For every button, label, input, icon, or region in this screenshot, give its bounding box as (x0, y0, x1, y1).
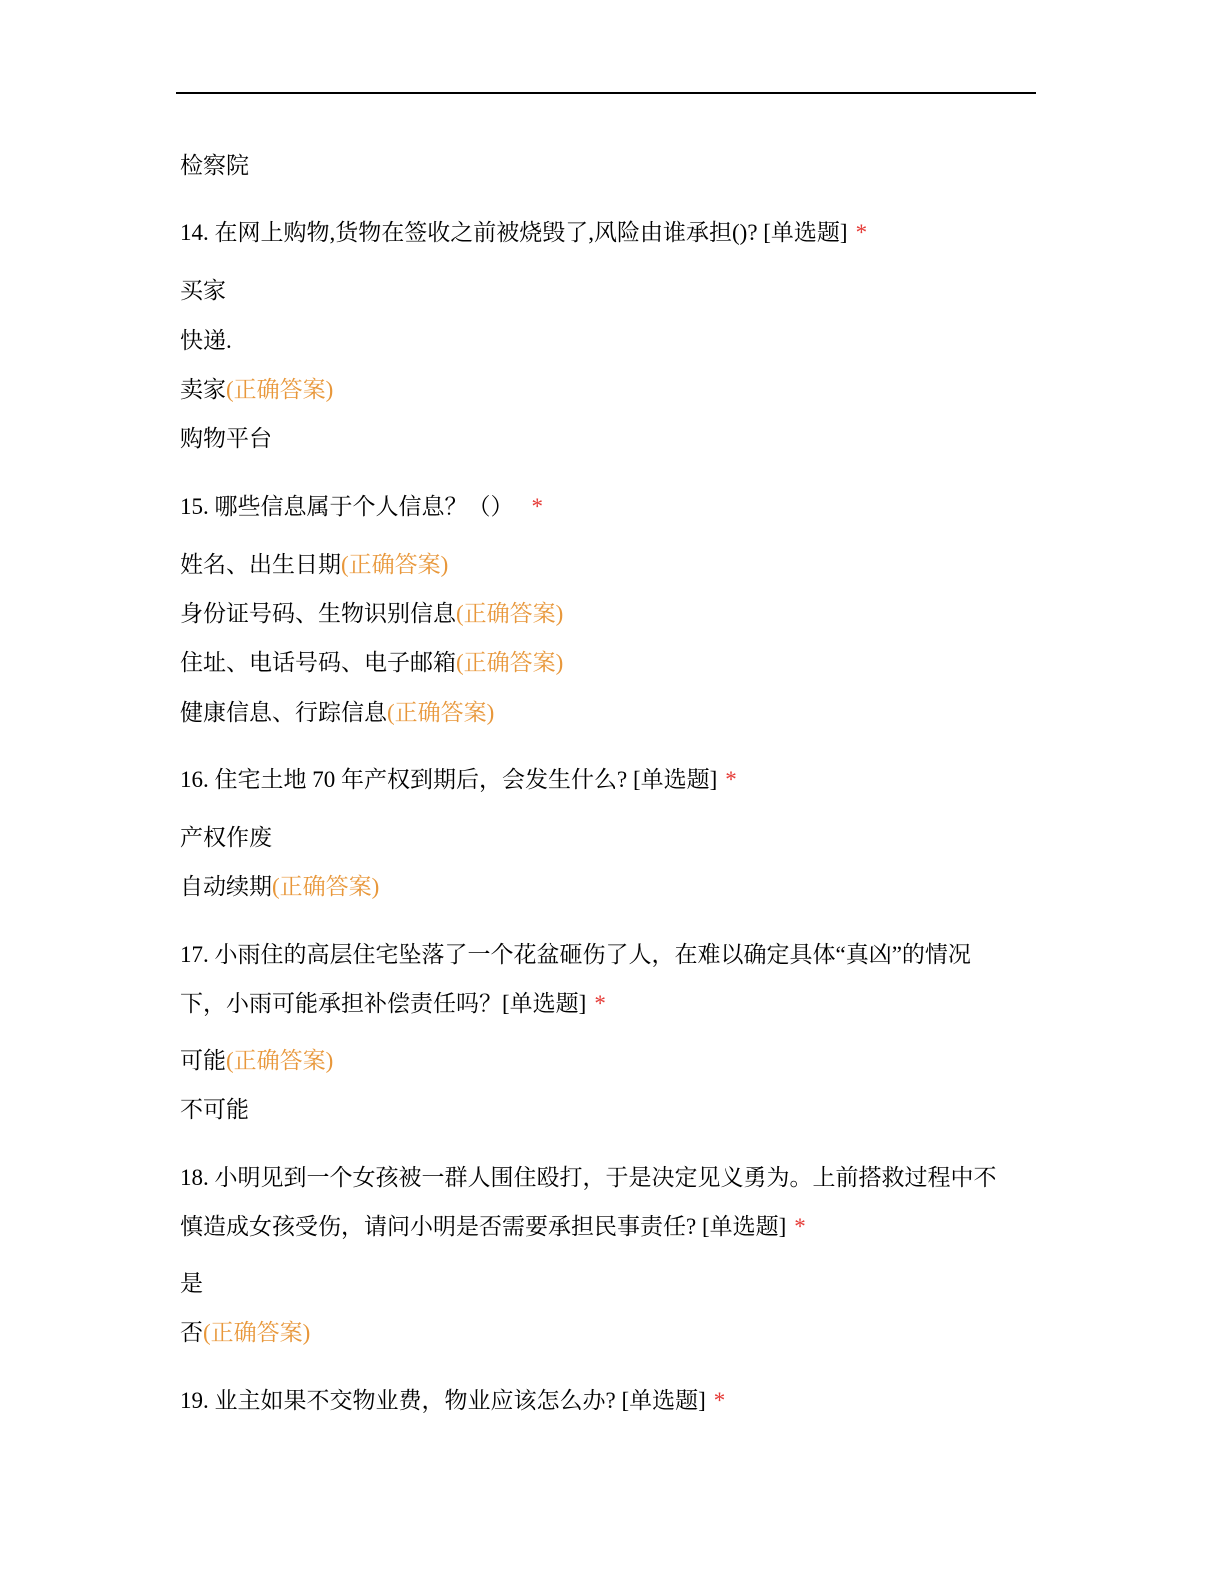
option-text: 住址、电话号码、电子邮箱 (180, 650, 456, 675)
question-text: 下，小雨可能承担补偿责任吗？[单选题] (180, 991, 587, 1016)
question-15-option (180, 600, 563, 628)
question-18-title (180, 1164, 997, 1192)
option-fragment (180, 152, 249, 180)
question-19-title (180, 1387, 725, 1415)
question-15-option (180, 649, 563, 677)
correct-answer-tag: (正确答案) (456, 601, 564, 626)
question-17-title-continued (180, 990, 606, 1018)
option-text: 健康信息、行踪信息 (180, 700, 387, 725)
required-mark: * (794, 1214, 806, 1239)
question-14-title (180, 219, 867, 247)
correct-answer-tag: (正确答案) (341, 552, 449, 577)
correct-answer-tag: (正确答案) (226, 1048, 334, 1073)
required-mark: * (713, 1388, 726, 1413)
correct-answer-tag: (正确答案) (272, 874, 380, 899)
question-17-option (180, 1096, 249, 1124)
question-16-option (180, 824, 272, 852)
question-18-title-continued (180, 1213, 806, 1241)
question-16-title (180, 766, 737, 794)
question-14-option (180, 327, 232, 355)
question-text: 14. 在网上购物,货物在签收之前被烧毁了,风险由谁承担()? [单选题] (180, 220, 848, 245)
required-mark: * (594, 991, 606, 1016)
question-16-option (180, 873, 379, 901)
question-text: 19. 业主如果不交物业费，物业应该怎么办? [单选题] (180, 1388, 706, 1413)
question-text: 17. 小雨住的高层住宅坠落了一个花盆砸伤了人，在难以确定具体“真凶”的情况 (180, 942, 971, 967)
option-text: 姓名、出生日期 (180, 552, 341, 577)
correct-answer-tag: (正确答案) (387, 700, 495, 725)
question-17-option (180, 1047, 333, 1075)
required-mark: * (531, 494, 543, 519)
option-text: 不可能 (180, 1097, 249, 1122)
correct-answer-tag: (正确答案) (456, 650, 564, 675)
option-text: 自动续期 (180, 874, 272, 899)
question-text: 15. 哪些信息属于个人信息？（） (180, 494, 514, 519)
question-text: 18. 小明见到一个女孩被一群人围住殴打，于是决定见义勇为。上前搭救过程中不 (180, 1165, 997, 1190)
option-text: 卖家 (180, 377, 226, 402)
question-15-option (180, 551, 448, 579)
option-text: 产权作废 (180, 825, 272, 850)
correct-answer-tag: (正确答案) (226, 377, 334, 402)
correct-answer-tag: (正确答案) (203, 1320, 311, 1345)
question-14-option (180, 277, 226, 305)
option-text: 买家 (180, 278, 226, 303)
option-text: 可能 (180, 1048, 226, 1073)
option-text: 否 (180, 1320, 203, 1345)
option-text: 快递. (180, 328, 232, 353)
option-text: 是 (180, 1271, 203, 1296)
question-15-option (180, 699, 494, 727)
option-text: 检察院 (180, 153, 249, 178)
question-text: 慎造成女孩受伤，请问小明是否需要承担民事责任? [单选题] (180, 1214, 787, 1239)
option-text: 身份证号码、生物识别信息 (180, 601, 456, 626)
question-15-title (180, 493, 543, 521)
question-14-option (180, 376, 333, 404)
option-text: 购物平台 (180, 426, 272, 451)
header-rule (176, 92, 1036, 94)
question-18-option (180, 1270, 203, 1298)
required-mark: * (855, 220, 868, 245)
question-14-option (180, 425, 272, 453)
question-18-option (180, 1319, 310, 1347)
question-17-title (180, 941, 971, 969)
required-mark: * (725, 767, 737, 792)
question-text: 16. 住宅土地 70 年产权到期后，会发生什么? [单选题] (180, 767, 718, 792)
